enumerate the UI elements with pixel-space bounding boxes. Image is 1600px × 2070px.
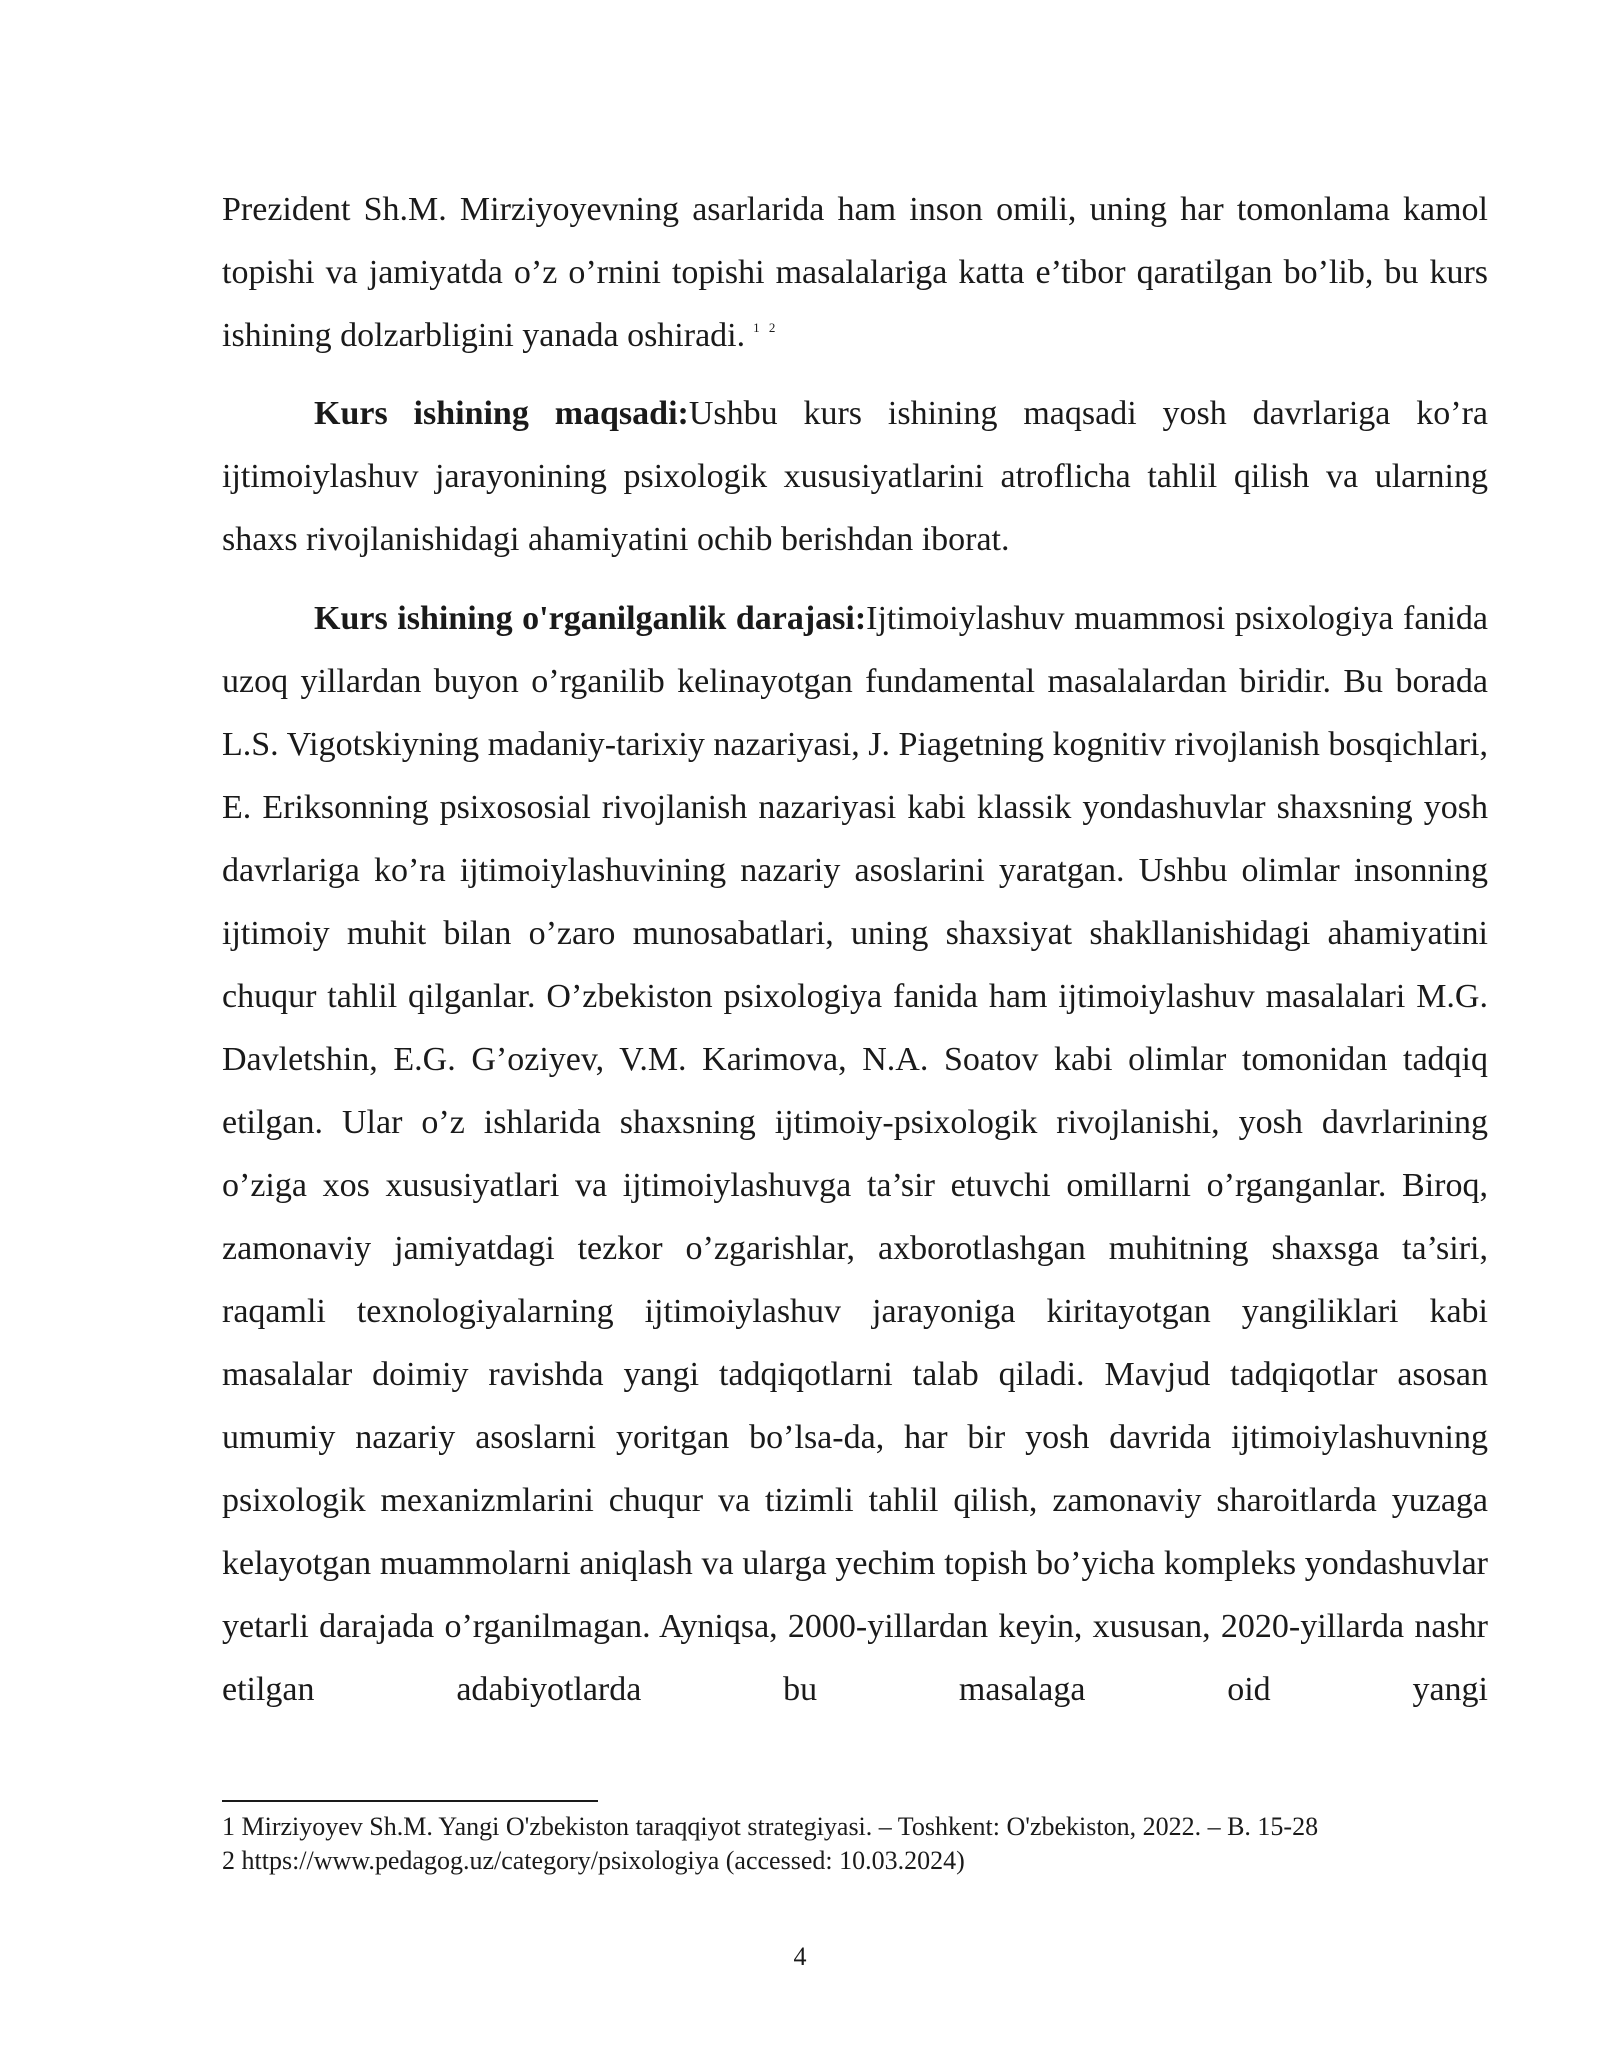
paragraph-heading: Kurs ishining o'rganilganlik darajasi: [314, 600, 867, 637]
footnotes [222, 1810, 1488, 1878]
footnote-2: 2 https://www.pedagog.uz/category/psixologiya (accessed: 10.03.2024) [222, 1846, 965, 1875]
footnote-references: 1 2 [753, 320, 779, 335]
footnote-separator [222, 1800, 598, 1802]
paragraph-study-level [222, 587, 1488, 1721]
paragraph-goal [222, 382, 1488, 571]
paragraph-text: Ijtimoiylashuv muammosi psixologiya fanida uzoq yillardan buyon o’rganilib kelinayotgan fundamental masalalardan biridir. Bu borada L.S. Vigotskiyning madaniy-tarixiy nazariyasi, J. Piagetning kognitiv rivojlanish bosqichlari, E. Eriksonning psixososial rivojlanish nazariyasi kabi klassik yondashuvlar shaxsning yosh davrlariga ko’ra ijtimoiylashuvining nazariy asoslarini yaratgan. Ushbu olimlar insonning ijtimoiy muhit bilan o’zaro munosabatlari, uning shaxsiyat shakllanishidagi ahamiyatini chuqur tahlil qilganlar. O’zbekiston psixologiya fanida ham ijtimoiylashuv masalalari M.G. Davletshin, E.G. G’oziyev, V.M. Karimova, N.A. Soatov kabi olimlar tomonidan tadqiq etilgan. Ular o’z ishlarida shaxsning ijtimoiy-psixologik rivojlanishi, yosh davrlarining o’ziga xos xususiyatlari va ijtimoiylashuvga ta’sir etuvchi omillarni o’rganganlar. Biroq, zamonaviy jamiyatdagi tezkor o’zgarishlar, axborotlashgan muhitning shaxsga ta’siri, raqamli texnologiyalarning ijtimoiylashuv jarayoniga kiritayotgan yangiliklari kabi masalalar doimiy ravishda yangi tadqiqotlarni talab qiladi. Mavjud tadqiqotlar asosan umumiy nazariy asoslarni yoritgan bo’lsa-da, har bir yosh davrida ijtimoiylashuvning psixologik mexanizmlarini chuqur va tizimli tahlil qilish, zamonaviy sharoitlarda yuzaga kelayotgan muammolarni aniqlash va ularga yechim topish bo’yicha kompleks yondashuvlar yetarli darajada o’rganilmagan. Ayniqsa, 2000-yillardan keyin, xususan, 2020-yillarda nashr etilgan adabiyotlarda bu masalaga oid yangi [222, 600, 1488, 1708]
paragraph-heading: Kurs ishining maqsadi: [314, 395, 689, 432]
footnote-1: 1 Mirziyoyev Sh.M. Yangi O'zbekiston taraqqiyot strategiyasi. – Toshkent: O'zbekiston, 2022. – B. 15-28 [222, 1812, 1319, 1841]
paragraph-relevance [222, 178, 1488, 367]
paragraph-text: Prezident Sh.M. Mirziyoyevning asarlarida ham inson omili, uning har tomonlama kamol topishi va jamiyatda o’z o’rnini topishi masalalariga katta e’tibor qaratilgan bo’lib, bu kurs ishining dolzarbligini yanada oshiradi. [222, 191, 1488, 354]
page-number: 4 [793, 1942, 807, 1971]
paragraph-text: Ushbu kurs ishining maqsadi yosh davrlariga ko’ra ijtimoiylashuv jarayonining psixologik xususiyatlarini atroflicha tahlil qilish va ularning shaxs rivojlanishidagi ahamiyatini ochib berishdan iborat. [222, 395, 1488, 558]
